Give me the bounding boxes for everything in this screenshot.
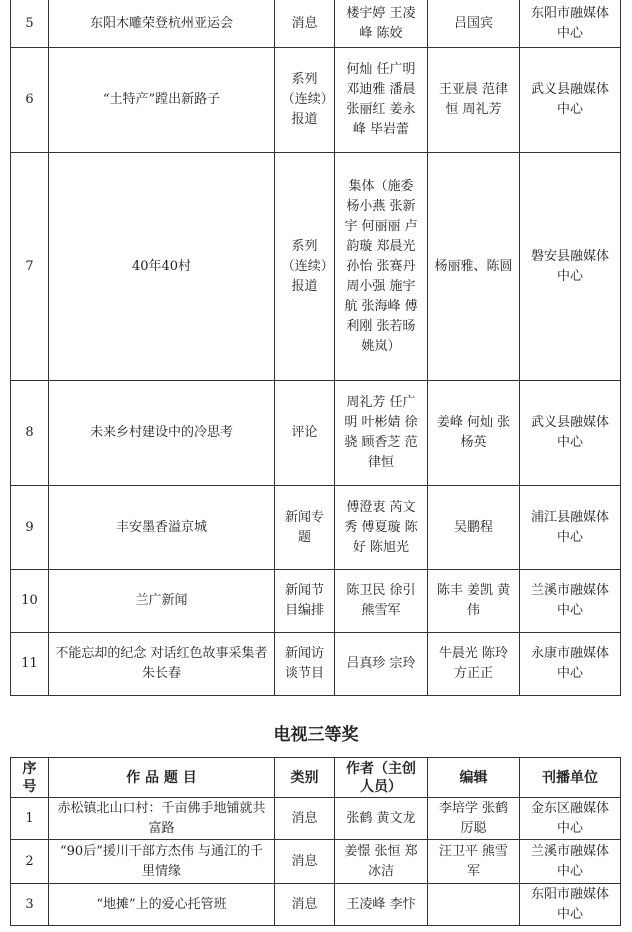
table-row	[11, 884, 621, 926]
cell-editors: 汪卫平 熊雪军	[428, 840, 520, 884]
cell-unit: 兰溪市融媒体中心	[520, 840, 621, 884]
awards-table-continued	[10, 0, 621, 696]
header-editors: 编辑	[428, 758, 520, 798]
cell-no: 8	[11, 381, 49, 486]
cell-category: 新闻节目编排	[275, 570, 335, 633]
cell-title: 兰广新闻	[49, 570, 275, 633]
cell-title: 未来乡村建设中的冷思考	[49, 381, 275, 486]
cell-category: 新闻访谈节目	[275, 633, 335, 696]
cell-category: 系列（连续）报道	[275, 153, 335, 381]
cell-editors: 吕国宾	[428, 0, 520, 48]
cell-title: 40年40村	[49, 153, 275, 381]
cell-title: 丰安墨香溢京城	[49, 486, 275, 570]
header-title: 作 品 题 目	[49, 758, 275, 798]
cell-editors: 姜峰 何灿 张杨英	[428, 381, 520, 486]
table-row	[11, 381, 621, 486]
table-row	[11, 486, 621, 570]
table-row	[11, 0, 621, 48]
cell-authors: 陈卫民 徐引 熊雪军	[335, 570, 428, 633]
header-category: 类别	[275, 758, 335, 798]
cell-unit: 永康市融媒体中心	[520, 633, 621, 696]
header-unit: 刊播单位	[520, 758, 621, 798]
cell-category: 消息	[275, 840, 335, 884]
cell-category: 消息	[275, 0, 335, 48]
cell-editors: 陈丰 姜凯 黄伟	[428, 570, 520, 633]
cell-no: 6	[11, 48, 49, 153]
cell-no: 9	[11, 486, 49, 570]
cell-authors: 傅澄衷 芮文秀 傅夏璇 陈好 陈旭光	[335, 486, 428, 570]
cell-title: “土特产”蹚出新路子	[49, 48, 275, 153]
cell-authors: 张鹤 黄文龙	[335, 798, 428, 840]
cell-title: “地摊”上的爱心托管班	[49, 884, 275, 926]
cell-no: 11	[11, 633, 49, 696]
cell-editors	[428, 884, 520, 926]
cell-authors: 周礼芳 任广明 叶彬婧 徐骁 顾香芝 范律恒	[335, 381, 428, 486]
header-authors: 作者（主创人员）	[335, 758, 428, 798]
cell-title: 赤松镇北山口村：千亩佛手地铺就共富路	[49, 798, 275, 840]
cell-unit: 武义县融媒体中心	[520, 48, 621, 153]
cell-no: 10	[11, 570, 49, 633]
table-row	[11, 570, 621, 633]
cell-unit: 浦江县融媒体中心	[520, 486, 621, 570]
cell-category: 消息	[275, 884, 335, 926]
cell-no: 5	[11, 0, 49, 48]
cell-editors: 吴鹏程	[428, 486, 520, 570]
cell-no: 2	[11, 840, 49, 884]
header-row	[11, 758, 621, 798]
cell-category: 新闻专题	[275, 486, 335, 570]
cell-category: 消息	[275, 798, 335, 840]
cell-unit: 武义县融媒体中心	[520, 381, 621, 486]
cell-no: 7	[11, 153, 49, 381]
cell-authors: 集体（施委 杨小燕 张新宇 何丽丽 卢韵璇 郑晨光 孙怡 张赛丹 周小强 施宇航 张海峰 傅利刚 张若旸 姚岚）	[335, 153, 428, 381]
table-row	[11, 840, 621, 884]
cell-authors: 楼宇婷 王凌峰 陈姣	[335, 0, 428, 48]
cell-authors: 姜憬 张恒 郑冰洁	[335, 840, 428, 884]
cell-title: “90后”援川干部方杰伟 与通江的千里情缘	[49, 840, 275, 884]
section-title: 电视三等奖	[273, 725, 359, 745]
cell-editors: 牛晨光 陈玲 方正正	[428, 633, 520, 696]
cell-category: 评论	[275, 381, 335, 486]
cell-unit: 东阳市融媒体中心	[520, 884, 621, 926]
cell-authors: 何灿 任广明 邓迪雅 潘晨 张丽红 姜永峰 毕岩蕾	[335, 48, 428, 153]
cell-authors: 王凌峰 李忭	[335, 884, 428, 926]
cell-category: 系列（连续）报道	[275, 48, 335, 153]
cell-authors: 吕真珍 宗玲	[335, 633, 428, 696]
cell-title: 不能忘却的纪念 对话红色故事采集者朱长春	[49, 633, 275, 696]
tv-third-prize-table	[10, 757, 621, 926]
table-row	[11, 633, 621, 696]
cell-editors: 李培学 张鹤 厉聪	[428, 798, 520, 840]
cell-unit: 金东区融媒体中心	[520, 798, 621, 840]
table-row	[11, 153, 621, 381]
cell-title: 东阳木雕荣登杭州亚运会	[49, 0, 275, 48]
cell-editors: 杨丽雅、陈圆	[428, 153, 520, 381]
cell-unit: 东阳市融媒体中心	[520, 0, 621, 48]
cell-editors: 王亚晨 范律恒 周礼芳	[428, 48, 520, 153]
cell-unit: 兰溪市融媒体中心	[520, 570, 621, 633]
cell-no: 3	[11, 884, 49, 926]
table-row	[11, 48, 621, 153]
cell-no: 1	[11, 798, 49, 840]
table-row	[11, 798, 621, 840]
cell-unit: 磐安县融媒体中心	[520, 153, 621, 381]
header-no: 序号	[11, 758, 49, 798]
